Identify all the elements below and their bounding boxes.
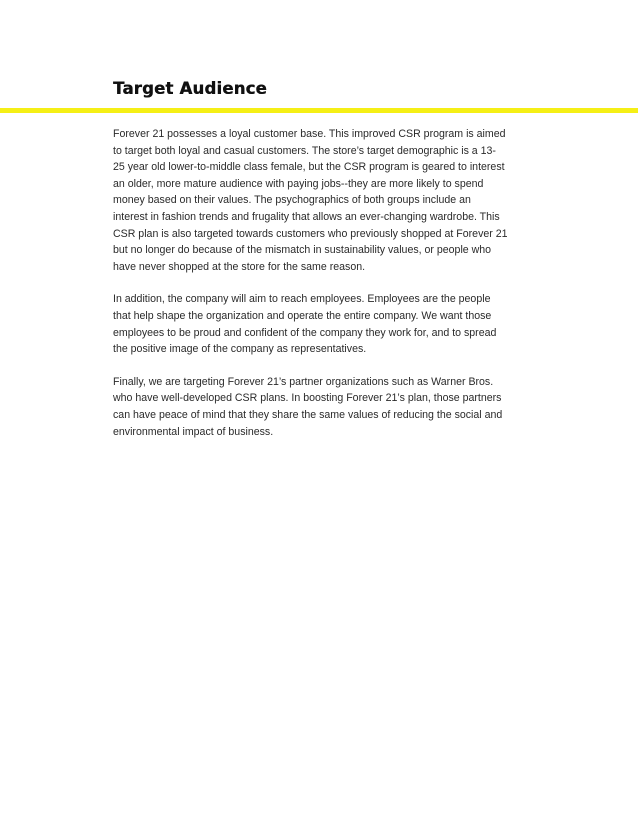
section-heading: Target Audience (113, 79, 267, 98)
paragraph-partners (113, 374, 533, 440)
text-line: In addition, the company will aim to reach employees. Employees are the people (113, 293, 491, 306)
text-line: an older, more mature audience with paying jobs--they are more likely to spend (113, 177, 484, 190)
text-line: that help shape the organization and operate the entire company. We want those (113, 309, 492, 322)
text-line: environmental impact of business. (113, 425, 274, 438)
text-line: Finally, we are targeting Forever 21’s partner organizations such as Warner Bros. (113, 375, 494, 388)
text-line: but no longer do because of the mismatch in sustainability values, or people who (113, 244, 492, 257)
text-line: who have well-developed CSR plans. In boosting Forever 21’s plan, those partners (113, 392, 502, 405)
paragraph-customers (113, 126, 533, 275)
text-line: money based on their values. The psychographics of both groups include an (113, 194, 471, 207)
text-line: have never shopped at the store for the same reason. (113, 260, 366, 273)
paragraph-employees (113, 291, 533, 357)
text-line: Forever 21 possesses a loyal customer base. This improved CSR program is aimed (113, 128, 506, 140)
text-line: CSR plan is also targeted towards customers who previously shopped at Forever 21 (113, 227, 508, 240)
text-line: the positive image of the company as representatives. (113, 343, 367, 356)
body-text (113, 126, 533, 456)
text-line: can have peace of mind that they share the same values of reducing the social and (113, 408, 503, 421)
text-line: interest in fashion trends and frugality that allows an ever-changing wardrobe. This (113, 210, 500, 223)
accent-divider (0, 108, 638, 113)
text-line: 25 year old lower-to-middle class female, but the CSR program is geared to interest (113, 161, 505, 174)
text-line: to target both loyal and casual customers. The store’s target demographic is a 13- (113, 144, 496, 157)
text-line: employees to be proud and confident of the company they work for, and to spread (113, 326, 497, 339)
